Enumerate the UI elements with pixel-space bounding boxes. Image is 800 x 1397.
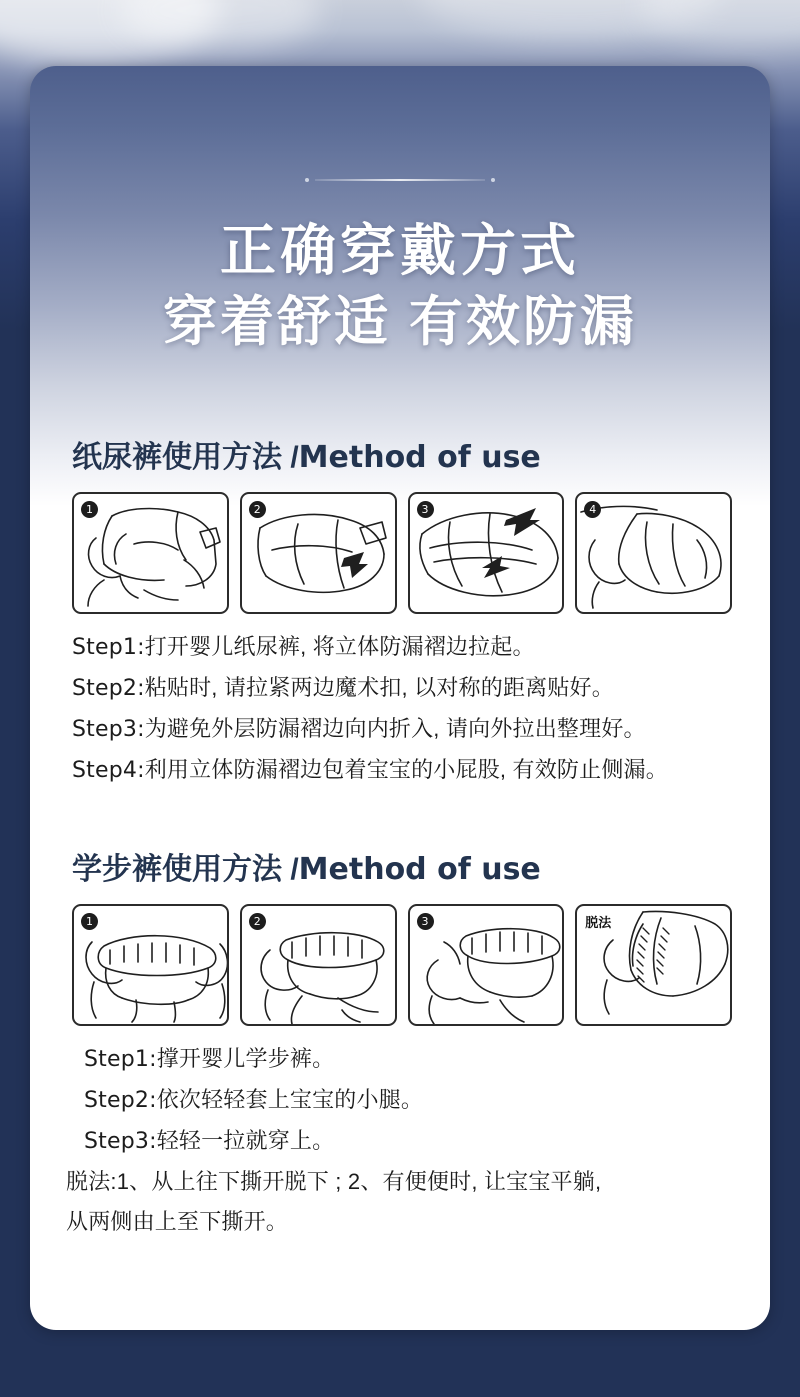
illustration-frame	[408, 904, 565, 1026]
step-text: 撑开婴儿学步裤。	[156, 1046, 335, 1071]
step-line	[84, 1085, 732, 1115]
cloud-decoration	[640, 0, 800, 50]
section-heading-training-pants	[72, 844, 732, 888]
illustration-frame	[240, 492, 397, 614]
frame-badge: 1	[81, 913, 98, 930]
illustration-frame	[575, 904, 732, 1026]
illustration-strip-training-pants	[72, 904, 732, 1026]
frame-badge: 2	[249, 913, 266, 930]
frame-badge: 4	[584, 501, 601, 518]
ornament-dot	[305, 178, 309, 182]
frame-badge: 1	[81, 501, 98, 518]
steps-diaper	[72, 632, 732, 785]
step-text: 从两侧由上至下撕开。	[66, 1209, 289, 1235]
step-line	[84, 1044, 732, 1074]
frame-badge: 3	[417, 501, 434, 518]
section-diaper	[72, 432, 732, 796]
ornament-line	[315, 179, 485, 181]
step-text: 为避免外层防漏褶边向内折入, 请向外拉出整理好。	[144, 716, 646, 742]
frame-badge: 3	[417, 913, 434, 930]
step-text: 打开婴儿纸尿裤, 将立体防漏褶边拉起。	[144, 634, 535, 659]
step-text: 轻轻一拉就穿上。	[156, 1128, 335, 1154]
title-line-1: 正确穿戴方式	[220, 219, 580, 282]
step-label: Step1:	[72, 635, 145, 660]
illustration-frame	[240, 904, 397, 1026]
illustration-frame	[408, 492, 565, 614]
frame-badge: 2	[249, 501, 266, 518]
section-heading-en: Method of use	[298, 440, 541, 475]
step-label: Step4:	[72, 758, 145, 784]
step-line	[66, 1167, 732, 1196]
step-label: 脱法:	[66, 1169, 117, 1195]
step-label: Step1:	[84, 1047, 157, 1072]
step-label: Step2:	[84, 1088, 157, 1114]
step-label: Step3:	[72, 717, 145, 743]
section-heading-cn: 学步裤使用方法	[72, 853, 282, 886]
section-heading-cn: 纸尿裤使用方法	[72, 441, 282, 474]
step-label: Step2:	[72, 676, 145, 702]
illustration-frame	[72, 492, 229, 614]
step-text: 利用立体防漏褶边包着宝宝的小屁股, 有效防止侧漏。	[144, 757, 668, 783]
section-heading-separator: /	[282, 441, 299, 474]
ornament-dot	[491, 178, 495, 182]
illustration-strip-diaper	[72, 492, 732, 614]
step-label: Step3:	[84, 1129, 157, 1155]
section-heading-diaper	[72, 432, 732, 476]
step-line	[72, 755, 732, 785]
step-line	[84, 1126, 732, 1156]
title-line-2: 穿着舒适 有效防漏	[162, 292, 637, 353]
steps-training-pants	[66, 1044, 732, 1236]
step-line	[72, 714, 732, 744]
content-card	[30, 66, 770, 1330]
illustration-frame	[575, 492, 732, 614]
step-line	[72, 632, 732, 662]
page-title	[30, 218, 770, 355]
section-training-pants	[66, 844, 732, 1247]
step-line	[72, 673, 732, 703]
frame-badge-label: 脱法	[585, 915, 612, 930]
step-text: 依次轻轻套上宝宝的小腿。	[156, 1087, 424, 1113]
section-heading-separator: /	[282, 853, 299, 886]
illustration-frame	[72, 904, 229, 1026]
step-text: 粘贴时, 请拉紧两边魔术扣, 以对称的距离贴好。	[144, 675, 614, 701]
title-ornament	[30, 178, 770, 182]
step-text: 1、从上往下撕开脱下 ; 2、有便便时, 让宝宝平躺,	[116, 1169, 602, 1195]
section-heading-en: Method of use	[298, 852, 541, 887]
step-line	[66, 1207, 732, 1236]
